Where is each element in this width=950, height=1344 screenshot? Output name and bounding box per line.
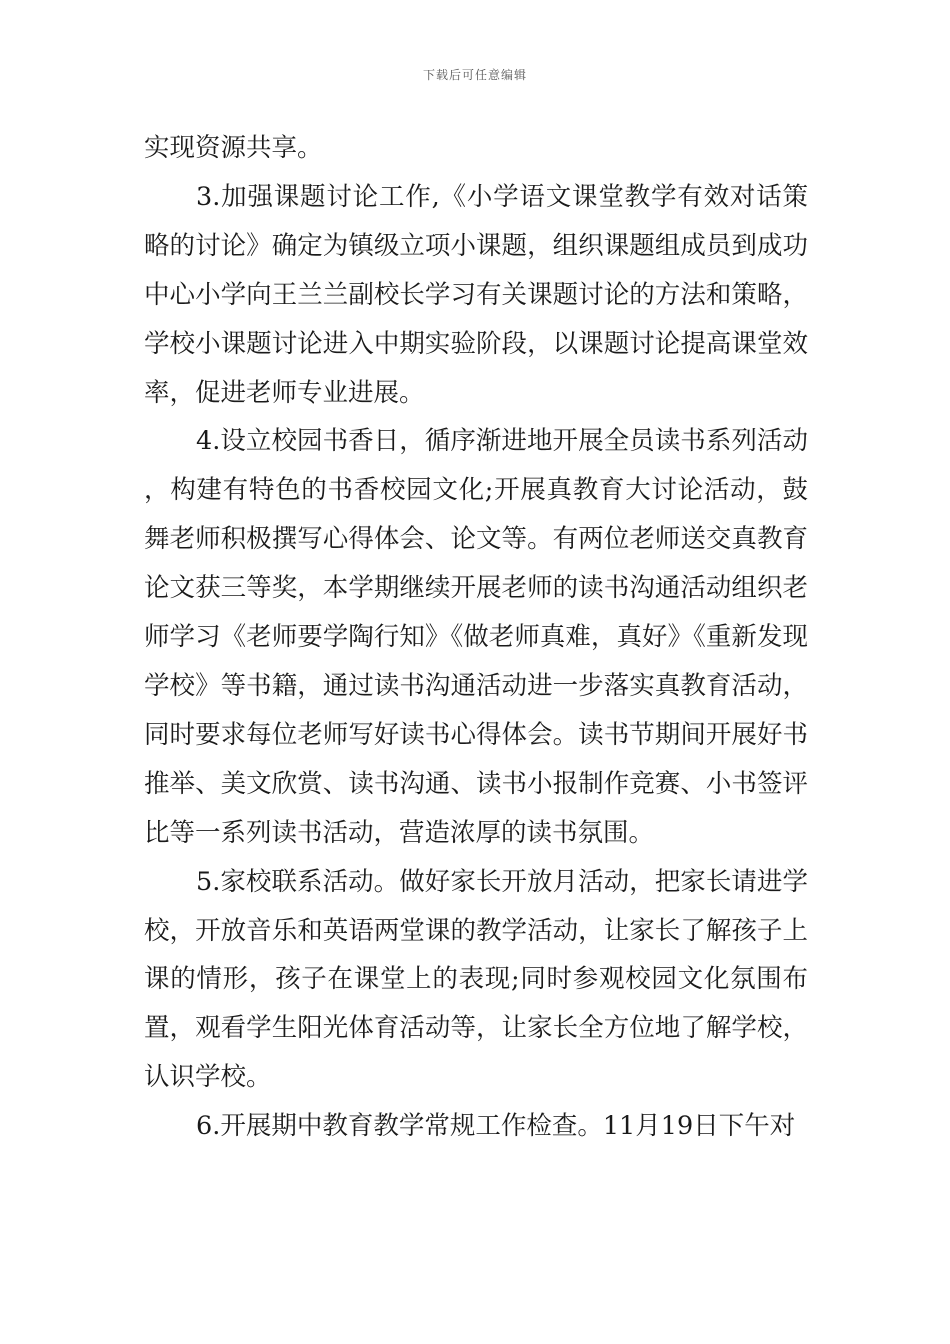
paragraph-item-3: 3.加强课题讨论工作,《小学语文课堂教学有效对话策略的讨论》确定为镇级立项小课题，组织课题组成员到成功中心小学向王兰兰副校长学习有关课题讨论的方法和策略，学校小课题讨论进入中期实验阶段，以课题讨论提高课堂效率，促进老师专业进展。 (144, 181, 808, 408)
paragraph-item-4: 4.设立校园书香日，循序渐进地开展全员读书系列活动，构建有特色的书香校园文化;开展真教育大讨论活动，鼓舞老师积极撰写心得体会、论文等。有两位老师送交真教育论文获三等奖，本学期继续开展老师的读书沟通活动组织老师学习《老师要学陶行知》《做老师真难，真好》《重新发现学校》等书籍，通过读书沟通活动进一步落实真教育活动，同时要求每位老师写好读书心得体会。读书节期间开展好书推举、美文欣赏、读书沟通、读书小报制作竞赛、小书签评比等一系列读书活动，营造浓厚的读书氛围。 (144, 426, 808, 848)
paragraph-continuation: 实现资源共享。 (144, 133, 323, 163)
document-body (144, 124, 808, 1151)
page-header: 下载后可任意编辑 (422, 68, 527, 82)
paragraph-item-5: 5.家校联系活动。做好家长开放月活动，把家长请进学校，开放音乐和英语两堂课的教学活动，让家长了解孩子上课的情形，孩子在课堂上的表现;同时参观校园文化氛围布置，观看学生阳光体育活动等，让家长全方位地了解学校，认识学校。 (144, 866, 808, 1093)
paragraph-item-6: 6.开展期中教育教学常规工作检查。11月19日下午对 (196, 1111, 796, 1142)
